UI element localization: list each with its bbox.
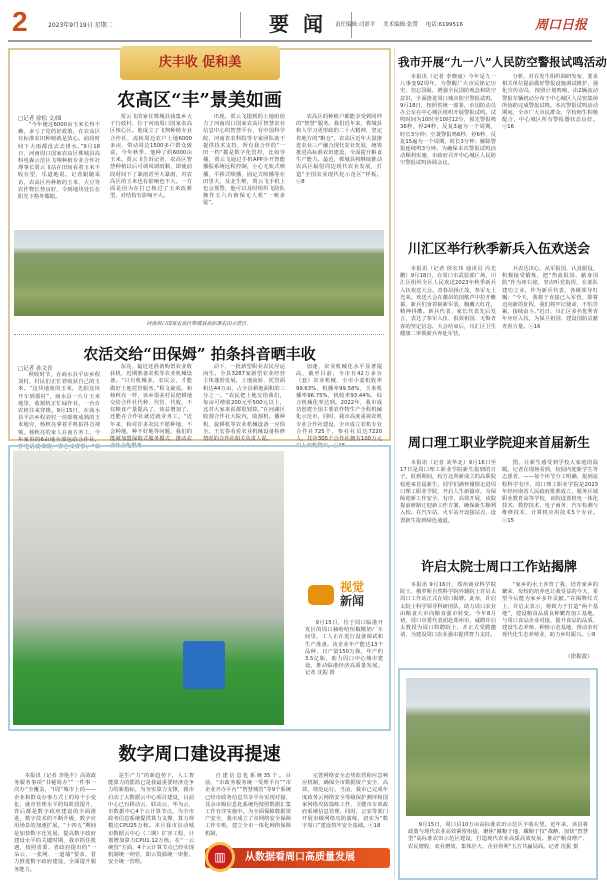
article-column: 加速，农业机械化水平显著提高，截至目前，全市有42万多台（套）农业机械，全市小麦机收率99.63%，机播率99.58%，玉米机播率96.75%，机收率93.44%，综合机械化率达到。2022年，我市成功创建全国主要农作物生产全程机械化示范市，同时，我市高度重视农机专业合作社建设，全市成立农机专业合作社725个，参社社员达7220人，其中305个合作社拥有100万元以上农机资产。ⓒ16 <box>296 364 382 450</box>
newspaper-logo: 周口日报 <box>535 18 588 33</box>
article-column: 本报讯（记者 李晓丽）今年是九一八事变92周年，为警醒广大市民铭记历史、勿忘国耻，增强全民国防观念和防空意识，全面推进周口城市防空警报试鸣，9月18日，按照省统一部署，市国防动员办公室在中心城区组织开展警报试鸣。试鸣时间为10时至10时12分，预先警报鸣36秒，停24秒，反复3遍为一个周期，时长3分钟；空袭警报鸣6秒，停6秒，反复15遍为一个周期，时长3分钟；解除警报连续鸣3分钟。为确保本次警报试鸣活动顺利实施，市政府召开中心城区人民防空警报试鸣协调会议。 <box>400 74 496 167</box>
dotted-divider <box>14 334 384 335</box>
visual-news-label: 视觉 新闻 <box>340 580 365 608</box>
header-divider <box>8 40 592 42</box>
article-signoff: （徐振波） <box>565 654 593 660</box>
harvest-banner: 庆丰收 促和美 <box>120 46 280 80</box>
column-divider <box>394 48 395 878</box>
article-headline: 农高区“丰”景美如画 <box>117 90 282 111</box>
article-column: 本报讯（记者 徐宏伟 通讯员 冯光鹏）9月18日，在周口市武装部广场，川汇区组织全区人民欢送2023年秋季新兵入伍欢送大会。青春昂扬正茂，参军无上光荣。欢送大会在激昂的国歌声中拉开帷幕，新兵们身着崭新军装，胸戴大红花，精神抖擞。新兵代表、家长代表先后发言，表达了参军入伍、报效祖国、无悔青春的坚定信念。大会结束后，川汇区卫生健康二率领新兵奔赴军营。 <box>400 266 496 337</box>
article-column: 是生产力”的新趋势下，人工智能算力的摇篮已是我最重要经济竞争力的新指标，为夯实算力支撑，我市启动了大数据云中心项目建设，目前中心已有移动云、联动云、华为云、市数据中心4个云计算节点，为全市政务信息系统提供算力支撑，算力规模达CPU25万核。本月我市启动城市数据云中心（二期）扩容工程，计划增加算力CPU1.12万核。在“一云统管”方面，4个云计算节点已经实现机制统一纳管，即云资源统一审批、安全统一管理。 <box>108 773 194 866</box>
article-column: 贾云飞的家在郸城县钱集乡大于行政村，位于河南周口国家农高区核心区。他成立了飞翔种植专业合作社，流转周边农户土地6000多亩，带动周边1500多户群众致富，今年秋季，他种了约6000亩玉米。贾云飞告诉记者，农高区智慧种植以后可调风调雨顺，即使前段时间下了暴雨甚至大暴雨，对农高区的玉米也有影响也不大。一方面是因为在打已核过了玉米改耕型，对结构有影响不大。 <box>110 114 192 200</box>
article-headline: 川汇区举行秋季新兵入伍欢送会 <box>407 242 590 257</box>
section-title: 要闻 <box>240 12 352 38</box>
article-headline: 农活交给“田保姆” 拍条抖音晒丰收 <box>83 345 316 363</box>
factory-photo <box>13 451 284 725</box>
camera-icon <box>308 585 334 605</box>
article-column: 农高区的种植户都能享受到同样的“智慧”服务。我们近年来，郸城县和人学习更形政的二十大精神，坚定着地方的“粮仓”，农高区近年大量推进农业三产融合现代农业发展，统筹推进高标准农田建设，全面提升粮食生产能力。最近，郸城县将继续推动农高区辐射周边现代农业发展，打造“全国农业现代化示范区”样板。ⓒ8 <box>296 114 382 185</box>
visual-news-caption: 9月15日，位于周口临港开发区的周口赫哈哈恒椒酸奶厂车间里，工人正在进行设备调试和生产准备。该企业年产能达13个品种，日产量150万瓶，年产约3.5亿瓶，助力周口中心城市建设，推动临港经济高质量发展。记者 沈振 摄 <box>305 620 383 677</box>
article-column: 分析，对在发生组织调研发布，要求相关单位提前做好警报设施调试维护，强化宣传动员，按照计划鸣响，由2辆流动警报车辆机动分布于中心城区人员密集场所协助完成警报试鸣。本次警报试鸣活动期间，全市广大市民群众、学校师生积极配合，中心城区所有警报器状态良好。ⓒ16 <box>502 74 598 131</box>
chart-magnifier-icon: ▥ <box>205 842 235 872</box>
article-headline: 周口理工职业学院迎来首届新生 <box>407 436 590 451</box>
photo-caption: 河南周口国家农高区郸城县高标准农田示范区。 <box>146 321 252 327</box>
photo-caption: 9月15日，周口县10万亩高标准农田示范区丰收在望。近年来，该县将政策与现代农业高效紧密衔接，聚焦“藏粮于地、藏粮于技”战略，加快“智慧型”高标准农田示范区建设，打造现代农业高质高效发展。推动“粮食增产、农民增收、农业增效、集体壮大、企业得利”五方共赢局面。记者 沈振 摄 <box>408 822 588 850</box>
article-column: 秋收时节，在商水县平店乡程刘村，村民们正忙着收获自己的玉米。“这块地收的玉米，先拍这块开车到那村”，商水县一片片玉米地里，收割机正忙碌作业，一台台农机往来穿梭。9月15日，在商水县平店乡程刘村一块即将成熟的玉米地旁，杨秋亮拿着手机拍抖音视频。杨秋亮的家人在南方务工，今年家里的6亩地全部包给合作社，打电话就来收，省心又省事。“农 <box>18 372 100 451</box>
article-column: 动下，一批新型职业农民应运而生。全县3287家新型农业经营主体蓬勃发展，土地流转、托管面积达44万亩，占全县耕地面积的三分之一。“农民把土地交给我们，每亩可增收200元至500元以上，这对大家来说都很划算。”在河湖区收割合作社大院内，收割机、播种机、旋耕机等农业机械设备一应俱全。王宏春看着农业机械设备检修情况的合作社相关负责人说。 <box>203 364 285 443</box>
page-number: 2 <box>12 6 28 37</box>
article-column: “家乡的水土养育了我，培育家乡的繁荣，母校的培养也让我受益的今天，希望今后能为家乡多作贡献。”在揭牌仪式上，许启太表示，将致力于打造“两个基地”，建设粮食品质良种繁育加工基地，与周口食品企业对接，提升食品的品质，建设生态养殖、种植示范基地，推动农村现代化生态养殖业，助力乡村振兴。ⓒ8 <box>502 582 598 639</box>
farmland-photo <box>14 230 384 316</box>
motor-shape <box>183 641 225 689</box>
article-byline: □记者 徐松 文/图 <box>18 116 62 122</box>
article-column: 完善网络安全态势监管和应急响应机制，确保全市数据资产安全、高效、规范运行。当前，我市已完成年度政务云网络安全等级保护测评和国家网络攻防演练工作，卫健市专项政府系统信息管理，同时，公安等部门开展市级网络攻防演练，切实为“数字周口”建设筑牢安全基础。ⓒ18 <box>302 773 388 830</box>
article-column: 本报讯（记者 刘华北）9月16日至17日是周口理工职业学院新生报到的日子。报到期间，校方这所新成立的高职院校迎来首届新生，同学们满怀憧憬走进周口理工职业学院，开启人生新篇章。为保障迎新工作安全、有序、高效开展，该院提前研制订迎新工作方案，确保新生顺利入校。在汽车站、火车站开设接站点，设置新生报到绿色通道。 <box>400 460 496 524</box>
article-column: 出现。贾云飞提到的土地咱给力了河南周口国家农高区智慧农业信息中心的智慧平台，有中国科学院、河南省农科院等专家团队助于提供技术支持，所有我合作的“一田一档”都是数字化管控，比如导播，贾云飞通过手机APP办开智能播振系统远程控制，小心无轨式喷播，平移式喷播，固定式喷播等在田里大，及北生维，贾云飞手机上也会预警，他可以及时组织飞防队操作五六台植保无人机“一喷多促”。 <box>203 114 285 207</box>
article-column: 图，让新生感受到学校大家庭的温暖。记者在现场看到，校园内迎新学生等志愿者，——每个环节分工明确，报到流程科学有序。周口理工职业学院是2023年经河南省人民政府批准成立，服务区域职业教育高等学校，该院设置机电一体化技术、数控技术、电子商务、汽车检测与维修技术、计算机应用技术5个专业。ⓒ15 <box>502 460 598 524</box>
article-column: 本报讯 9月16日，郑州商业科学院院士、俄罗斯自然科学院外籍院士许启太周口工作站正式在周口揭牌。此举，许启太院士科学领导科研团队，助力周口农业由粮食大市向粮食强市转变。今年8月初，周口市委代表团赴郑州市，诚聘许启太教授为周口特聘院士，并正式受聘邀请，为建设周口农业强市提供智力支持。 <box>400 582 496 639</box>
article-column: “今年俺这6000亩玉米长得不赖，多亏了党的好政策，在农高区有标准农田种植就是放心。前段时间下大雨都没去去排水。”9月18日，河南周口国家农高区郸城县高科电森示范区飞翔种植专业合作社理事长贾云飞站在田间看着玉米丰收在望，乐道地说。记者跟随采访，农高区内种植的玉米、大豆等农作物长势良好，令到地块处长在阳光下格外耀眼。 <box>18 122 100 201</box>
article-column: 兵表达决心，从军报国，认真服役，积极接受锻炼，把“热血报国，献身国防”作为座右铭，坚决听党指挥，在部队建功立业。作为新兵代表，各级领导叮嘱：“今天，我将于直接已入军营，即将迈向新的征程，我们将牢记使命，不怕苦累，接续奋斗。”近日，川汇区多名优秀青年应征入伍，为保卫祖国、建设国防贡献青春力量。ⓒ16 <box>502 266 598 330</box>
article-headline: 许启太院士周口工作站揭牌 <box>420 560 577 575</box>
aerial-farmland-photo <box>406 678 590 816</box>
article-column: 本报讯（记者 李艳丰）高效政务服务事项“书秘简办”“一件事一次办”全覆盖，“i周”城市上的——企业和群众办事方式上的每个小变化，就市管理水平的每阶段提升，背后都是数字政府建设的全面推进，数字技术的不断升级，数字应用场景的加速扩展。“十四五”期间是加快数字化发展、提高数字政府建设水平的关键时期，我市抓住机遇，按照省委、省政府提出的“一朵云、一张网、一道墙”要求，着力推进数字政府建设，全面提升服务能力。 <box>14 773 96 873</box>
issue-date: 2023年9月19日 星期二 <box>48 22 113 29</box>
article-byline: □记者 孙文青 <box>18 366 53 372</box>
article-headline: 我市开展“九一八”人民防空警报试鸣活动 <box>398 55 607 69</box>
article-column: 自建信息化系统35个。目前，“市政务服务统一受理平台”“市企业开办平台”“智慧城管”等9个系统已经市政务信息共享平台实现对接，其余市级信息化系统均按照数据汇集工作有序实施中。为全面保障数据资产安全，我市成立了市网络安全保障工作专班，建立全市一体化网络保障机制， <box>205 773 291 837</box>
article-headline: 数字周口建设再提速 <box>118 744 281 765</box>
editor-info: 责任编辑:司彩平 美术编辑:张赞 电话:6199516 <box>335 22 464 28</box>
data-column-banner: 从数据看周口高质量发展 <box>205 848 390 868</box>
article-column: 东亮，最近还准备购置农业收获机，近期准备农机等农业机械设备。“只有机械多，农民会，才能做好土地托管服务。”程文豪说。和杨秋亮一样，该乡很多村民把耕地交给合作社代种、代管、代收，不仅粮食产量提高了，效益增加了，还能在合作社就近就业务工。“近年来，和对许多农民不愿种地、不会种地、种不好地等问题，我们的能被加盟保姆式服务模式，推动农业社会化服务 <box>110 364 192 450</box>
